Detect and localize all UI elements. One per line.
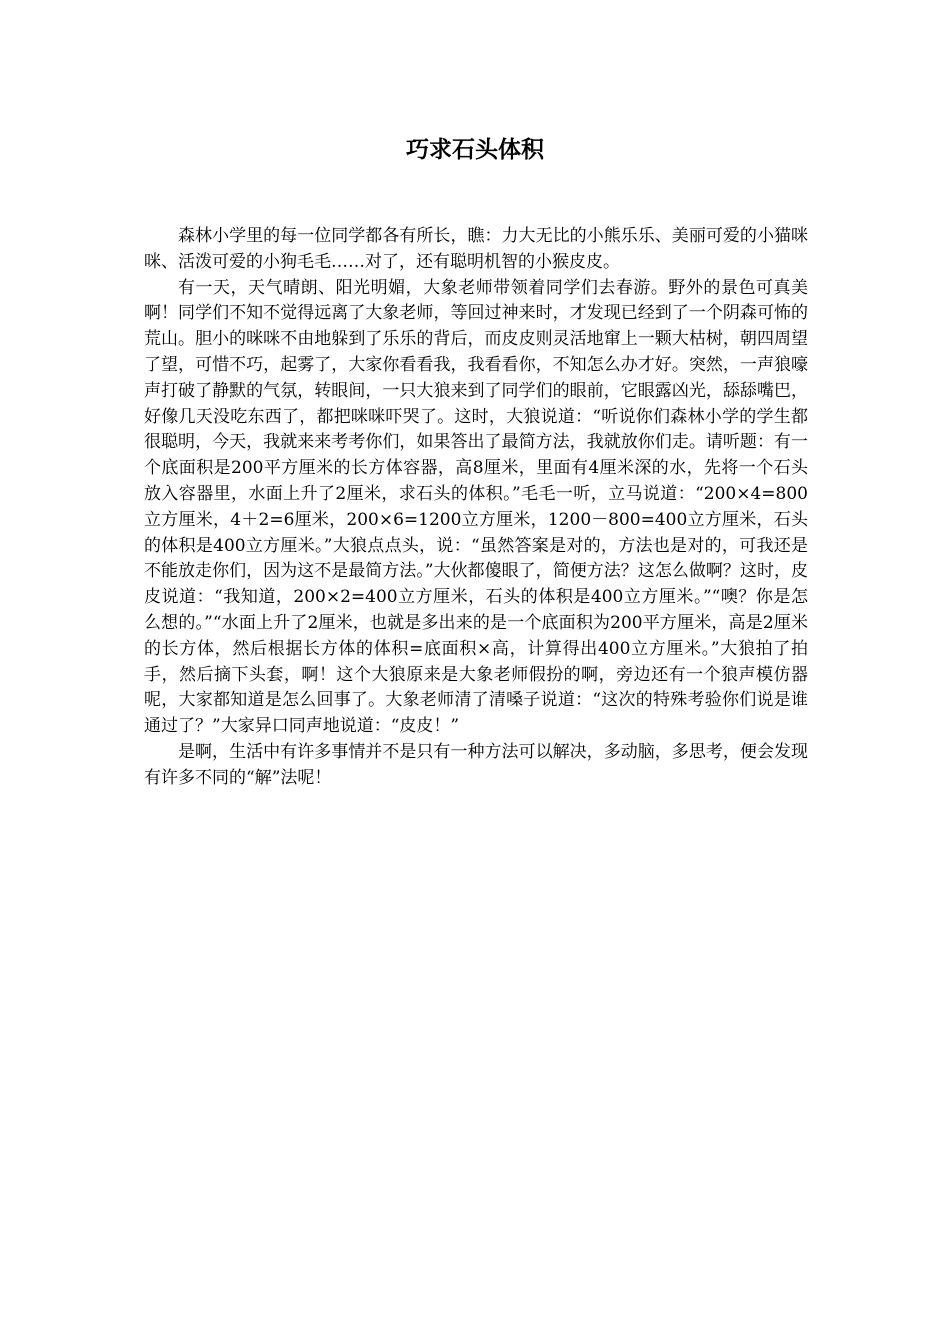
paragraph-story: 有一天，天气晴朗、阳光明媚，大象老师带领着同学们去春游。野外的景色可真美啊！同学们不知不觉得远离了大象老师，等回过神来时，才发现已经到了一个阴森可怖的荒山。胆小的咪咪不由地躲到了乐乐的背后，而皮皮则灵活地窜上一颗大枯树，朝四周望了望，可惜不巧，起雾了，大家你看看我，我看看你，不知怎么办才好。突然，一声狼嚎声打破了静默的气氛，转眼间，一只大狼来到了同学们的眼前，它眼露凶光，舔舔嘴巴，好像几天没吃东西了，都把咪咪吓哭了。这时，大狼说道：“听说你们森林小学的学生都很聪明，今天，我就来来考考你们，如果答出了最简方法，我就放你们走。请听题：有一个底面积是200平方厘米的长方体容器，高8厘米，里面有4厘米深的水，先将一个石头放入容器里，水面上升了2厘米，求石头的体积。”毛毛一听，立马说道：“200×4=800立方厘米，4＋2=6厘米，200×6=1200立方厘米，1200－800=400立方厘米，石头的体积是400立方厘米。”大狼点点头，说：“虽然答案是对的，方法也是对的，可我还是不能放走你们，因为这不是最简方法。”大伙都傻眼了，简便方法？这怎么做啊？这时，皮皮说道：“我知道，200×2=400立方厘米，石头的体积是400立方厘米。”“噢？你是怎么想的。”“水面上升了2厘米，也就是多出来的是一个底面积为200平方厘米，高是2厘米的长方体，然后根据长方体的体积=底面积×高，计算得出400立方厘米。”大狼拍了拍手，然后摘下头套，啊！这个大狼原来是大象老师假扮的啊，旁边还有一个狼声模仿器呢，大家都知道是怎么回事了。大象老师清了清嗓子说道：“这次的特殊考验你们说是谁通过了？”大家异口同声地说道：“皮皮！” [144,277,808,737]
document-body [144,224,808,792]
document-title: 巧求石头体积 [406,137,544,163]
paragraph-intro: 森林小学里的每一位同学都各有所长，瞧：力大无比的小熊乐乐、美丽可爱的小猫咪咪、活泼可爱的小狗毛毛……对了，还有聪明机智的小猴皮皮。 [144,226,808,272]
paragraph-conclusion: 是啊，生活中有许多事情并不是只有一种方法可以解决，多动脑，多思考，便会发现有许多不同的“解”法呢！ [144,741,808,788]
